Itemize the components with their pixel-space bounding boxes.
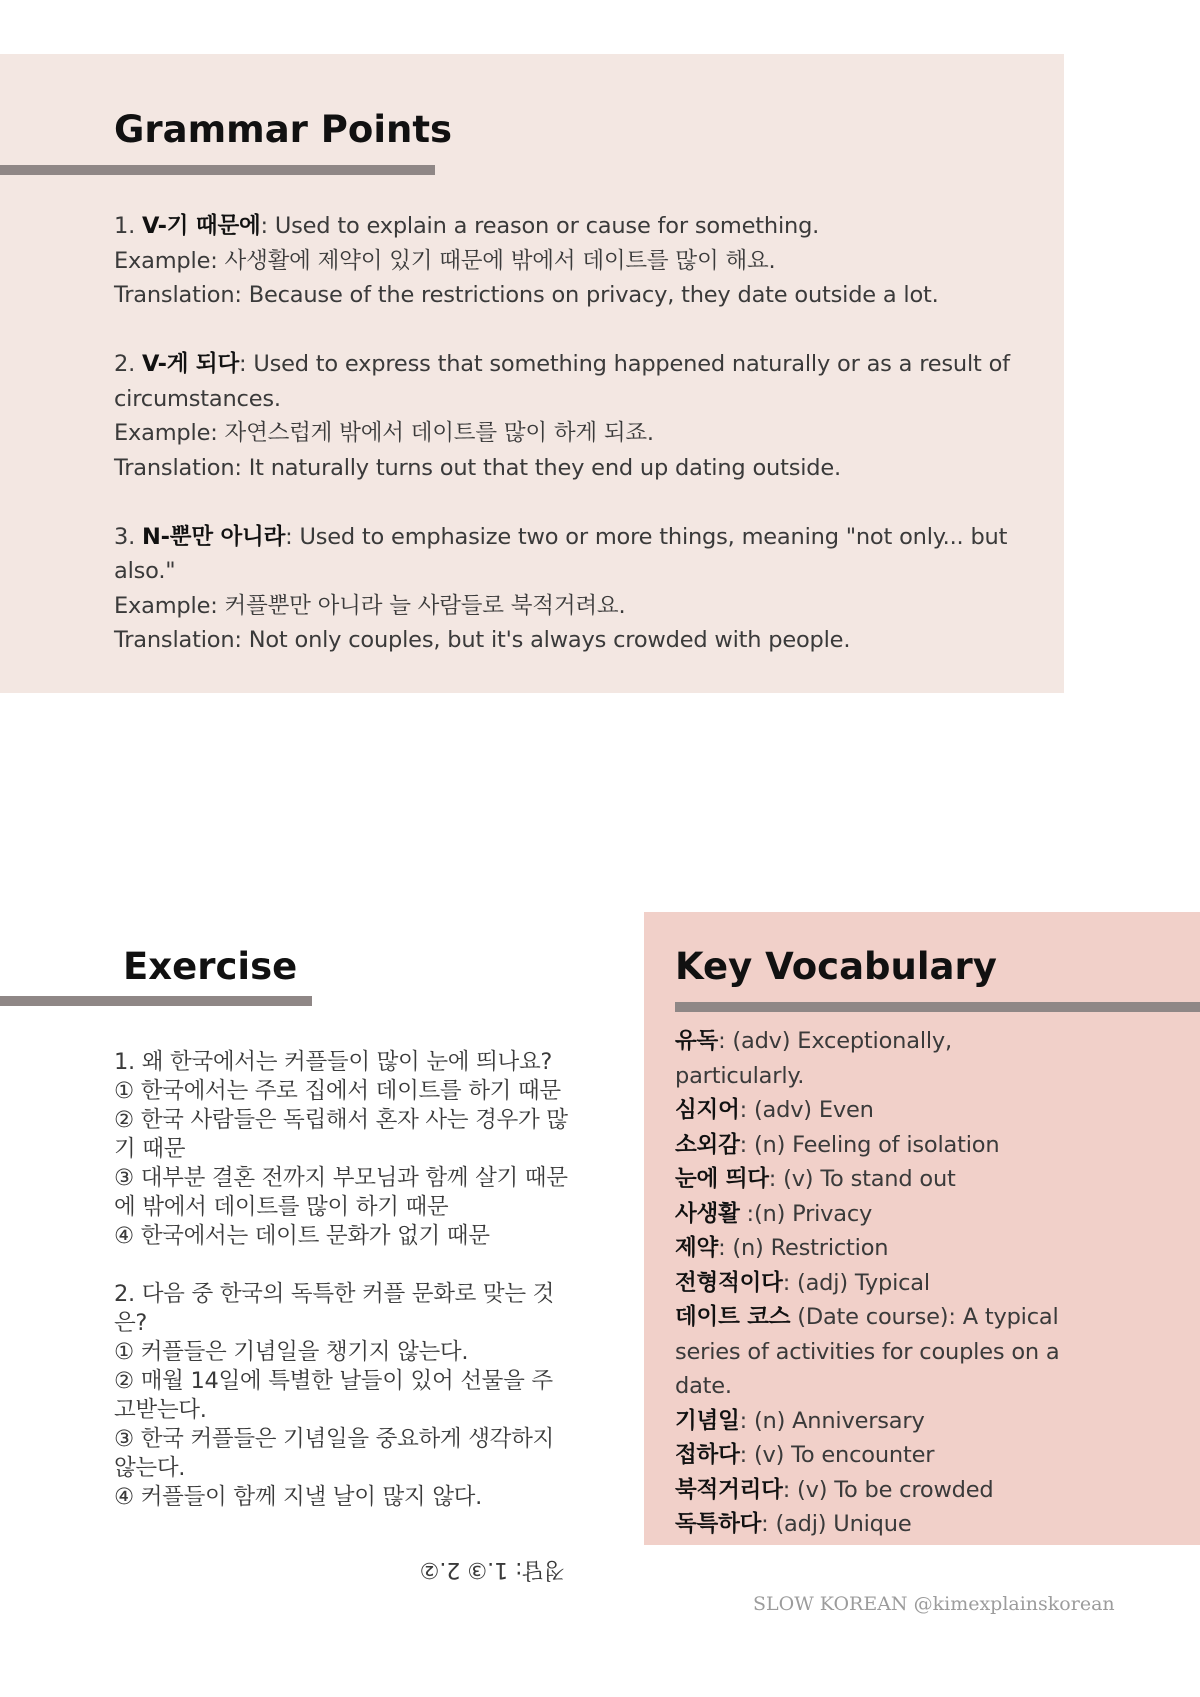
vocab-item (675, 1266, 1085, 1301)
vocab-item (675, 1197, 1085, 1232)
grammar-example: Example: 자연스럽게 밖에서 데이트를 많이 하게 되죠. (114, 420, 654, 446)
vocab-definition: : (n) Anniversary (739, 1407, 925, 1434)
grammar-title: Grammar Points (114, 108, 453, 151)
question-text: 1. 왜 한국에서는 커플들이 많이 눈에 띄나요? (114, 1049, 553, 1075)
vocab-definition: : (n) Restriction (718, 1235, 889, 1261)
vocab-item (675, 1473, 1085, 1508)
grammar-item-definition (114, 347, 1049, 416)
grammar-title-rule (0, 165, 435, 175)
vocab-item (675, 1507, 1085, 1542)
grammar-translation: Translation: Not only couples, but it's always crowded with people. (114, 627, 851, 653)
grammar-item-number: 3. (114, 523, 136, 550)
vocab-term: 사생활 (675, 1200, 740, 1227)
vocab-definition: : (v) To stand out (768, 1166, 956, 1192)
vocabulary-title: Key Vocabulary (675, 945, 997, 988)
vocab-term: 데이트 코스 (675, 1304, 791, 1330)
vocab-term: 전형적이다 (675, 1269, 783, 1296)
exercise-list (114, 1048, 574, 1541)
vocab-definition: : (v) To encounter (739, 1442, 935, 1468)
exercise-question (114, 1280, 574, 1512)
vocab-term: 소외감 (675, 1131, 740, 1158)
exercise-title: Exercise (123, 945, 298, 988)
grammar-term: V-게 되다 (142, 351, 239, 377)
vocabulary-list (675, 1024, 1085, 1542)
vocab-term: 심지어 (675, 1097, 740, 1123)
grammar-term: V-기 때문에 (142, 213, 261, 239)
vocab-definition: : (adv) Exceptionally, particularly. (675, 1028, 952, 1089)
grammar-description: : Used to emphasize two or more things, meaning "not only... but also." (114, 523, 1008, 584)
answer-key-upside-down: 정답: 1.③ 2.② (419, 1557, 565, 1582)
vocab-term: 독특하다 (675, 1511, 762, 1537)
vocab-term: 유독 (675, 1028, 719, 1054)
vocab-term: 북적거리다 (675, 1476, 783, 1503)
vocab-term: 눈에 띄다 (675, 1166, 769, 1192)
vocab-definition: : (v) To be crowded (782, 1476, 994, 1503)
vocab-definition: : (adj) Unique (761, 1511, 912, 1537)
answer-option: ② 한국 사람들은 독립해서 혼자 사는 경우가 많기 때문 (114, 1107, 568, 1162)
vocab-definition: : (adv) Even (739, 1097, 874, 1123)
vocab-term: 기념일 (675, 1407, 740, 1434)
grammar-term: N-뿐만 아니라 (142, 523, 286, 550)
vocab-term: 접하다 (675, 1442, 740, 1468)
grammar-description: : Used to express that something happened naturally or as a result of circumstances. (114, 351, 1010, 412)
vocab-definition: (Date course): A typical series of activities for couples on a date. (675, 1304, 1060, 1399)
answer-option: ① 한국에서는 주로 집에서 데이트를 하기 때문 (114, 1078, 561, 1104)
grammar-item (114, 209, 1049, 313)
grammar-item-number: 1. (114, 213, 136, 239)
vocab-definition: : (n) Feeling of isolation (739, 1131, 1000, 1158)
grammar-item (114, 347, 1049, 485)
grammar-item-definition (114, 520, 1049, 589)
vocab-item (675, 1438, 1085, 1473)
answer-option: ④ 커플들이 함께 지낼 날이 많지 않다. (114, 1484, 482, 1510)
vocab-item (675, 1024, 1085, 1093)
vocabulary-title-rule (675, 1002, 1200, 1012)
vocab-item (675, 1300, 1085, 1404)
vocab-item (675, 1404, 1085, 1439)
vocab-item (675, 1231, 1085, 1266)
grammar-translation: Translation: Because of the restrictions on privacy, they date outside a lot. (114, 282, 939, 308)
answer-option: ④ 한국에서는 데이트 문화가 없기 때문 (114, 1223, 490, 1249)
grammar-list (114, 209, 1049, 692)
answer-option: ③ 대부분 결혼 전까지 부모님과 함께 살기 때문에 밖에서 데이트를 많이 하기 때문 (114, 1165, 568, 1220)
exercise-title-rule (0, 996, 312, 1006)
answer-option: ③ 한국 커플들은 기념일을 중요하게 생각하지 않는다. (114, 1426, 554, 1481)
vocab-item (675, 1128, 1085, 1163)
vocab-item (675, 1162, 1085, 1197)
vocab-item (675, 1093, 1085, 1128)
vocab-definition: : (adj) Typical (782, 1269, 930, 1296)
grammar-example: Example: 커플뿐만 아니라 늘 사람들로 북적거려요. (114, 592, 626, 619)
grammar-item (114, 520, 1049, 658)
question-text: 2. 다음 중 한국의 독특한 커플 문화로 맞는 것은? (114, 1281, 555, 1336)
grammar-item-number: 2. (114, 351, 136, 377)
exercise-question (114, 1048, 574, 1251)
answer-option: ② 매월 14일에 특별한 날들이 있어 선물을 주고받는다. (114, 1368, 553, 1423)
grammar-example: Example: 사생활에 제약이 있기 때문에 밖에서 데이트를 많이 해요. (114, 247, 776, 274)
grammar-description: : Used to explain a reason or cause for something. (260, 213, 820, 239)
grammar-item-definition (114, 209, 1049, 244)
vocab-term: 제약 (675, 1235, 719, 1261)
vocab-definition: :(n) Privacy (739, 1200, 873, 1227)
grammar-translation: Translation: It naturally turns out that they end up dating outside. (114, 454, 841, 481)
answer-option: ① 커플들은 기념일을 챙기지 않는다. (114, 1339, 469, 1365)
credit-watermark: SLOW KOREAN @kimexplainskorean (753, 1593, 1115, 1615)
